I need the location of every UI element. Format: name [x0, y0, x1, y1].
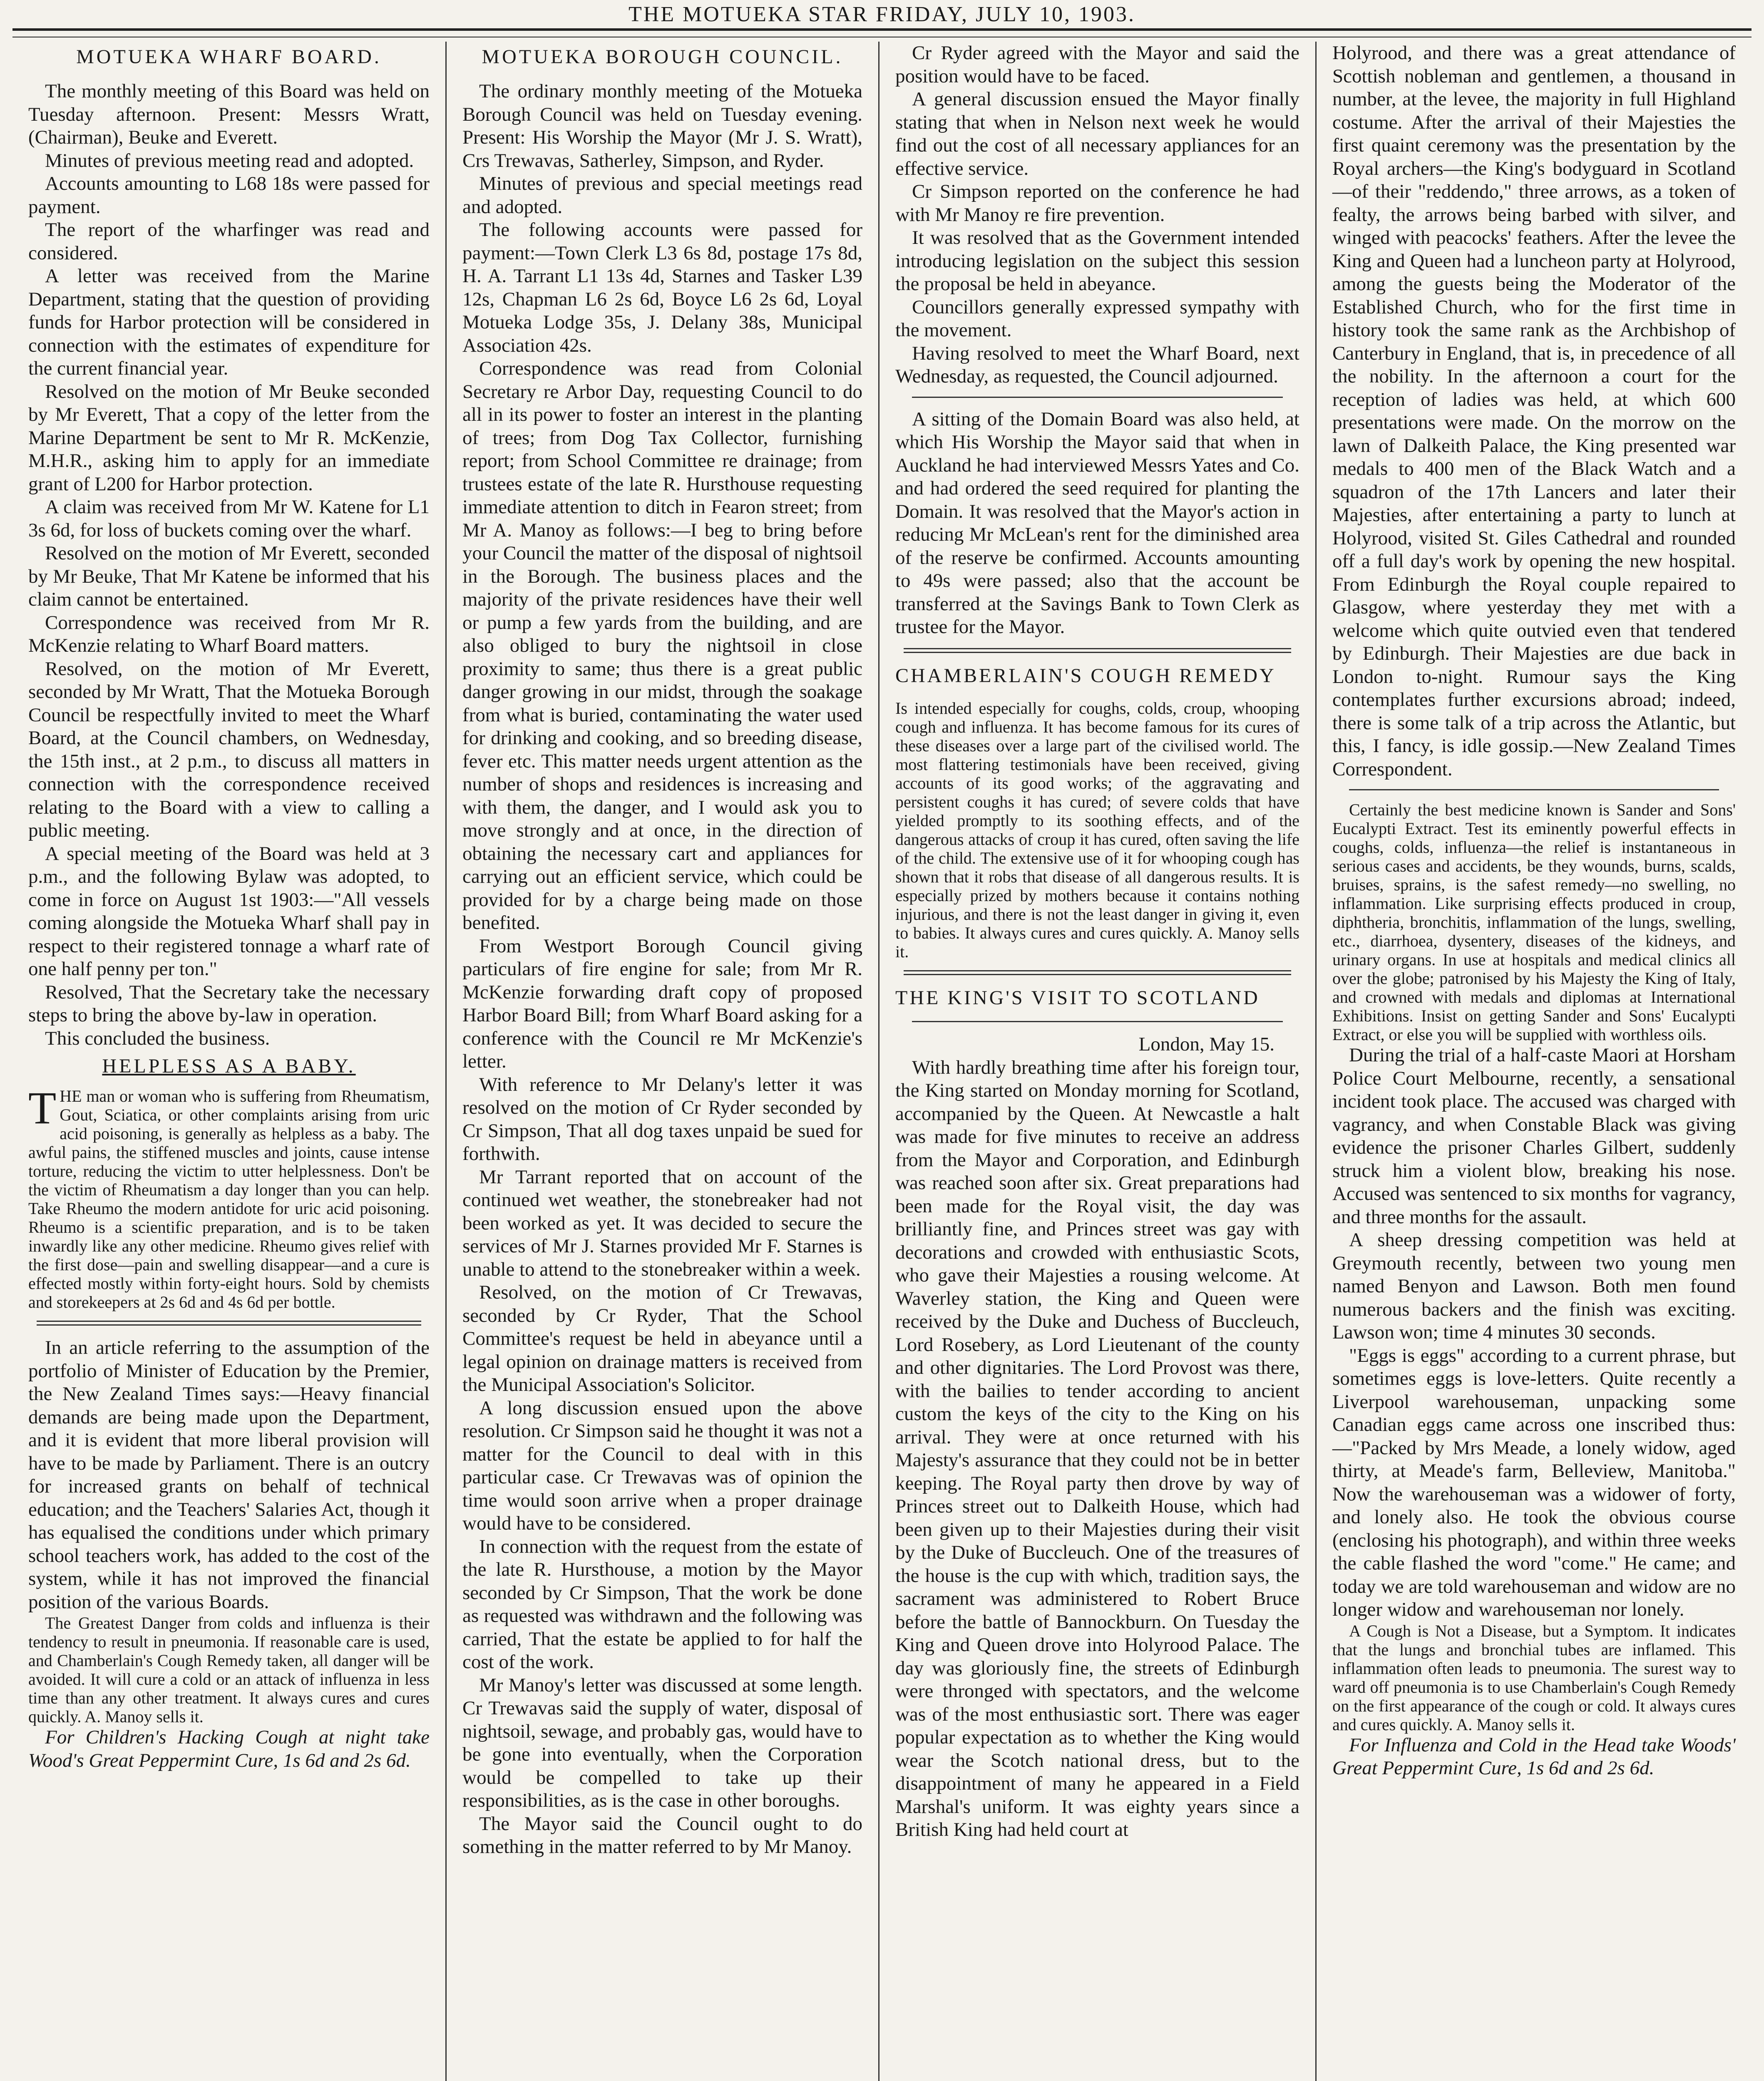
- heading-underline: [912, 1021, 1283, 1022]
- advertisement: The Greatest Danger from colds and influenza is their tendency to result in pneumonia. If reasonable care is used, and Chamberlain's Cough Remedy taken, all danger will be avoided. It will cure a cold or an attack of influenza in less time than any other treatment. It always cures and cures quickly. A. Manoy sells it.: [28, 1614, 430, 1726]
- column-2: [445, 42, 878, 2081]
- paragraph: A letter was received from the Marine Department, stating that the question of providing funds for Harbor protection will be considered in connection with the estimates of expenditure for the current financial year.: [28, 265, 430, 379]
- paragraph: The report of the wharfinger was read and considered.: [28, 219, 430, 264]
- paragraph: A sitting of the Domain Board was also held, at which His Worship the Mayor said that when in Auckland he had interviewed Messrs Yates and Co. and had ordered the seed required for planting the Domain. It was resolved that the Mayor's action in reducing Mr McLean's rent for the diminished area of the reserve be confirmed. Accounts amounting to 49s were passed; also that the account be transferred at the Savings Bank to Town Clerk as trustee for the Mayor.: [895, 408, 1299, 638]
- borough-council-heading: MOTUEKA BOROUGH COUNCIL.: [482, 46, 843, 68]
- masthead-rule: [12, 28, 1752, 37]
- paragraph: This concluded the business.: [45, 1027, 270, 1049]
- paragraph: Holyrood, and there was a great attendance of Scottish nobleman and gentlemen, a thousand in number, at the levee, the majority in full Highland costume. After the arrival of their Majesties the first quaint ceremony was the presentation by the Royal archers—the King's bodyguard in Scotland—of their "reddendo," three arrows, as a token of fealty, the arrows being barbed with silver, and winged with peacocks' feathers. After the levee the King and Queen had a luncheon party at Holyrood, among the guests being the Moderator of the Established Church, who for the first time in history took the same rank as the Archbishop of Canterbury in England, that is, in precedence of all the nobility. In the afternoon a court for the reception of ladies was held, at which 600 presentations were made. On the morrow on the lawn of Dalkeith Palace, the King presented war medals to 400 men of the Black Watch and a squadron of the 17th Lancers and later their Majesties, after entertaining a party to lunch at Holyrood, visited St. Giles Cathedral and rounded off a full day's work by opening the new hospital. From Edinburgh the Royal couple repaired to Glasgow, where yesterday they met with a welcome which quite outvied even that tendered by Edinburgh. Their Majesties are due back in London to-night. Rumour says the King contemplates further excursions abroad; indeed, there is some talk of a trip across the Atlantic, but this, I fancy, is idle gossip.—New Zealand Times Correspondent.: [1332, 42, 1736, 780]
- section-divider: [912, 397, 1283, 398]
- section-divider: [1349, 789, 1719, 790]
- section-divider: [37, 1321, 421, 1326]
- paragraph: The monthly meeting of this Board was held on Tuesday afternoon. Present: Messrs Wratt, (Chairman), Beuke and Everett.: [28, 80, 430, 148]
- paragraph: The following accounts were passed for payment:—Town Clerk L3 6s 8d, postage 17s 8d, H. A. Tarrant L1 13s 4d, Starnes and Tasker L39 12s, Chapman L6 2s 6d, Boyce L6 2s 6d, Loyal Motueka Lodge 35s, J. Delany 38s, Municipal Association 42s.: [462, 219, 862, 356]
- section-divider: [904, 648, 1291, 653]
- paragraph: A general discussion ensued the Mayor finally stating that when in Nelson next week he would find out the cost of all necessary appliances for an effective service.: [895, 88, 1299, 179]
- paragraph: Mr Tarrant reported that on account of the continued wet weather, the stonebreaker had not been worked as yet. It was decided to secure the services of Mr J. Starnes provided Mr F. Starnes is unable to attend to the stonebreaker within a week.: [462, 1166, 862, 1280]
- paragraph: Resolved on the motion of Mr Everett, seconded by Mr Beuke, That Mr Katene be informed that his claim cannot be entertained.: [28, 542, 430, 610]
- advertisement-italic: For Influenza and Cold in the Head take Woods' Great Peppermint Cure, 1s 6d and 2s 6d.: [1332, 1734, 1736, 1779]
- paragraph: During the trial of a half-caste Maori at Horsham Police Court Melbourne, recently, a sensational incident took place. The accused was charged with vagrancy, and when Constable Black was giving evidence the prisoner Charles Gilbert, suddenly struck him a violent blow, breaking his nose. Accused was sentenced to six months for vagrancy, and three months for the assault.: [1332, 1044, 1736, 1228]
- paragraph: A sheep dressing competition was held at Greymouth recently, between two young men named Benyon and Lawson. Both men found numerous backers and the finish was exciting. Lawson won; time 4 minutes 30 seconds.: [1332, 1229, 1736, 1343]
- paragraph: Accounts amounting to L68 18s were passed for payment.: [28, 173, 430, 218]
- paragraph: Minutes of previous and special meetings read and adopted.: [462, 173, 862, 218]
- paragraph: A claim was received from Mr W. Katene for L1 3s 6d, for loss of buckets coming over the wharf.: [28, 496, 430, 541]
- kings-visit-heading: THE KING'S VISIT TO SCOTLAND: [895, 986, 1260, 1009]
- advertisement: Is intended especially for coughs, colds, croup, whooping cough and influenza. It has become famous for its cures of these diseases over a large part of the civilised world. The most flattering testimonials have been received, giving accounts of its good works; of the aggravating and persistent coughs it has cured; of severe colds that have yielded promptly to its soothing effects, and of the dangerous attacks of croup it has cured, often saving the life of the child. The extensive use of it for whooping cough has shown that it robs that disease of all dangerous results. It is especially prized by mothers because it contains nothing injurious, and there is not the least danger in giving it, even to babies. It always cures and cures quickly. A. Manoy sells it.: [895, 698, 1299, 961]
- columns: [12, 42, 1752, 2081]
- paragraph: A special meeting of the Board was held at 3 p.m., and the following Bylaw was adopted, to come in force on August 1st 1903:—"All vessels coming alongside the Motueka Wharf shall pay in respect to their registered tonnage a wharf rate of one half penny per ton.": [28, 842, 430, 980]
- paragraph: Mr Manoy's letter was discussed at some length. Cr Trewavas said the supply of water, disposal of nightsoil, sewage, and probably gas, would have to be gone into eventually, when the Corporation would be compelled to take up their responsibilities, as is the case in other boroughs.: [462, 1674, 862, 1811]
- advertisement: [28, 1083, 430, 1311]
- paragraph: Resolved, on the motion of Cr Trewavas, seconded by Cr Ryder, That the School Committee's request be held in abeyance until a legal opinion on drainage matters is received from the Municipal Association's Solicitor.: [462, 1281, 862, 1396]
- masthead: THE MOTUEKA STAR FRIDAY, JULY 10, 1903.: [628, 2, 1135, 26]
- paragraph: Correspondence was read from Colonial Secretary re Arbor Day, requesting Council to do all in its power to foster an interest in the planting of trees; from Dog Tax Collector, furnishing report; from School Committee re drainage; from trustees estate of the late R. Hursthouse requesting immediate attention to ditch in Fearon street; from Mr A. Manoy as follows:—I beg to bring before your Council the matter of the disposal of nightsoil in the Borough. The business places and the majority of the private residences have their well or pump a few yards from the building, and are also obliged to bury the nightsoil in close proximity to same; thus there is a great public danger growing in our midst, through the soakage from what is buried, contaminating the water used for drinking and cooking, and so breeding disease, fever etc. This matter needs urgent attention as the number of shops and residences is increasing and with them, the danger, and I would ask you to move strongly and at once, in the direction of obtaining the necessary cart and appliances for carrying out an efficient service, which could be provided for by a charge being made on those benefited.: [462, 358, 862, 934]
- paragraph: In an article referring to the assumption of the portfolio of Minister of Education by the Premier, the New Zealand Times says:—Heavy financial demands are being made upon the Department, and it is evident that more liberal provision will have to be made by Parliament. There is an outcry for increased grants on behalf of technical education; and the Teachers' Salaries Act, though it has equalised the conditions under which primary school teachers work, has added to the cost of the system, while it has not improved the financial position of the various Boards.: [28, 1337, 430, 1613]
- paragraph: With reference to Mr Delany's letter it was resolved on the motion of Cr Ryder seconded by Cr Simpson, That all dog taxes unpaid be sued for forthwith.: [462, 1073, 862, 1165]
- paragraph: A long discussion ensued upon the above resolution. Cr Simpson said he thought it was not a matter for the Council to deal with in this particular case. Cr Trewavas was of opinion the time would soon arrive when a proper drainage would have to be considered.: [462, 1397, 862, 1534]
- paragraph: Resolved, That the Secretary take the necessary steps to bring the above by-law in operation.: [28, 981, 430, 1026]
- paragraph: It was resolved that as the Government intended introducing legislation on the subject this session the proposal be held in abeyance.: [895, 227, 1299, 295]
- helpless-baby-heading: HELPLESS AS A BABY.: [102, 1055, 356, 1077]
- chamberlain-heading: CHAMBERLAIN'S COUGH REMEDY: [895, 664, 1276, 687]
- paragraph: Cr Simpson reported on the conference he had with Mr Manoy re fire prevention.: [895, 181, 1299, 226]
- paragraph: In connection with the request from the estate of the late R. Hursthouse, a motion by the Mayor seconded by Cr Simpson, That the work be done as requested was withdrawn and the following was carried, That the estate be applied to for half the cost of the work.: [462, 1535, 862, 1673]
- advertisement: Certainly the best medicine known is Sander and Sons' Eucalypti Extract. Test its eminently powerful effects in coughs, colds, influenza—the relief is instantaneous in serious cases and accidents, be they wounds, burns, scalds, bruises, sprains, is the safest remedy—no swelling, no inflammation. Like surprising effects produced in croup, diphtheria, bronchitis, inflammation of the lungs, swelling, etc., diarrhoea, dysentery, diseases of the kidneys, and urinary organs. In use at hospitals and medical clinics all over the globe; patronised by his Majesty the King of Italy, and crowned with medals and diplomas at International Exhibitions. Insist on getting Sander and Sons' Eucalypti Extract, or else you will be supplied with worthless oils.: [1332, 800, 1736, 1044]
- paragraph: The Mayor said the Council ought to do something in the matter referred to by Mr Manoy.: [462, 1813, 862, 1858]
- advertisement: A Cough is Not a Disease, but a Symptom. It indicates that the lungs and bronchial tubes are inflamed. This inflammation often leads to pneumonia. The surest way to ward off pneumonia is to use Chamberlain's Cough Remedy on the first appearance of the cough or cold. It always cures and cures quickly. A. Manoy sells it.: [1332, 1621, 1736, 1734]
- paragraph: Resolved, on the motion of Mr Everett, seconded by Mr Wratt, That the Motueka Borough Council be respectfully invited to meet the Wharf Board, at the Council chambers, on Wednesday, the 15th inst., at 2 p.m., to discuss all matters in connection with the correspondence received relating to the Board with a view to calling a public meeting.: [28, 658, 430, 841]
- paragraph: Minutes of previous meeting read and adopted.: [45, 149, 414, 171]
- paragraph: With hardly breathing time after his foreign tour, the King started on Monday morning for Scotland, accompanied by the Queen. At Newcastle a halt was made for five minutes to receive an address from the Mayor and Corporation, and Edinburgh was reached soon after six. Great preparations had been made for the Royal visit, the day was brilliantly fine, and Princes street was gay with decorations and crowded with enthusiastic Scots, who gave their Majesties a rousing welcome. At Waverley station, the King and Queen were received by the Duke and Duchess of Buccleuch, Lord Rosebery, as Lord Lieutenant of the county and other dignitaries. The Lord Provost was there, with the bailies to tender according to ancient custom the keys of the city to the King on his arrival. They were at once returned with his Majesty's assurance that they could not be in better keeping. The Royal party then drove by way of Princes street out to Dalkeith House, which had been given up to their Majesties during their visit by the Duke of Buccleuch. One of the treasures of the house is the cup with which, tradition says, the sacrament was administered to Robert Bruce before the battle of Bannockburn. On Tuesday the King and Queen drove into Holyrood Palace. The day was gloriously fine, the streets of Edinburgh were thronged with spectators, and the welcome was of the most enthusiastic sort. There was eager popular expectation as to whether the King would wear the Scotch national dress, but to the disappointment of many he appeared in a Field Marshal's uniform. It was eighty years since a British King had held court at: [895, 1056, 1299, 1840]
- paragraph: From Westport Borough Council giving particulars of fire engine for sale; from Mr R. McKenzie forwarding draft copy of proposed Harbor Board Bill; from Wharf Board asking for a conference with the Council re Mr McKenzie's letter.: [462, 935, 862, 1072]
- column-3: [878, 42, 1315, 2081]
- paragraph: Cr Ryder agreed with the Mayor and said the position would have to be faced.: [895, 42, 1299, 87]
- paragraph: Resolved on the motion of Mr Beuke seconded by Mr Everett, That a copy of the letter from the Marine Department be sent to Mr R. McKenzie, M.H.R., asking him to apply for an immediate grant of L200 for Harbor protection.: [28, 380, 430, 495]
- column-1: [12, 42, 445, 2081]
- drop-cap: T: [28, 1083, 57, 1133]
- paragraph: Correspondence was received from Mr R. McKenzie relating to Wharf Board matters.: [28, 611, 430, 656]
- paragraph: Having resolved to meet the Wharf Board, next Wednesday, as requested, the Council adjourned.: [895, 342, 1299, 387]
- advertisement-text: HE man or woman who is suffering from Rheumatism, Gout, Sciatica, or other complaints arising from uric acid poisoning, is generally as helpless as a baby. The awful pains, the stiffened muscles and joints, cause intense torture, reducing the victim to utter helplessness. Don't be the victim of Rheumatism a day longer than you can help. Take Rheumo the modern antidote for uric acid poisoning. Rheumo is a scientific preparation, and is to be taken inwardly like any other medicine. Rheumo gives relief with the first dose—pain and swelling disappear—and a cure is effected mostly within forty-eight hours. Sold by chemists and storekeepers at 2s 6d and 4s 6d per bottle.: [28, 1087, 430, 1311]
- advertisement-italic: For Children's Hacking Cough at night take Wood's Great Peppermint Cure, 1s 6d and 2s 6d.: [28, 1726, 430, 1771]
- column-4: [1315, 42, 1752, 2081]
- dateline: London, May 15.: [1138, 1033, 1275, 1055]
- paragraph: "Eggs is eggs" according to a current phrase, but sometimes eggs is love-letters. Quite recently a Liverpool warehouseman, unpacking some Canadian eggs came across one inscribed thus:—"Packed by Mrs Meade, a lonely widow, aged thirty, at Meade's farm, Belleview, Manitoba." Now the warehouseman was a widower of forty, and lonely also. He took the obvious course (enclosing his photograph), and within three weeks the cable flashed the word "come." He came; and today we are told warehouseman and widow are no longer widow and warehouseman nor lonely.: [1332, 1344, 1736, 1620]
- paragraph: The ordinary monthly meeting of the Motueka Borough Council was held on Tuesday evening. Present: His Worship the Mayor (Mr J. S. Wratt), Crs Trewavas, Satherley, Simpson, and Ryder.: [462, 80, 862, 171]
- paragraph: Councillors generally expressed sympathy with the movement.: [895, 296, 1299, 341]
- wharf-board-heading: MOTUEKA WHARF BOARD.: [76, 46, 382, 68]
- section-divider: [904, 970, 1291, 975]
